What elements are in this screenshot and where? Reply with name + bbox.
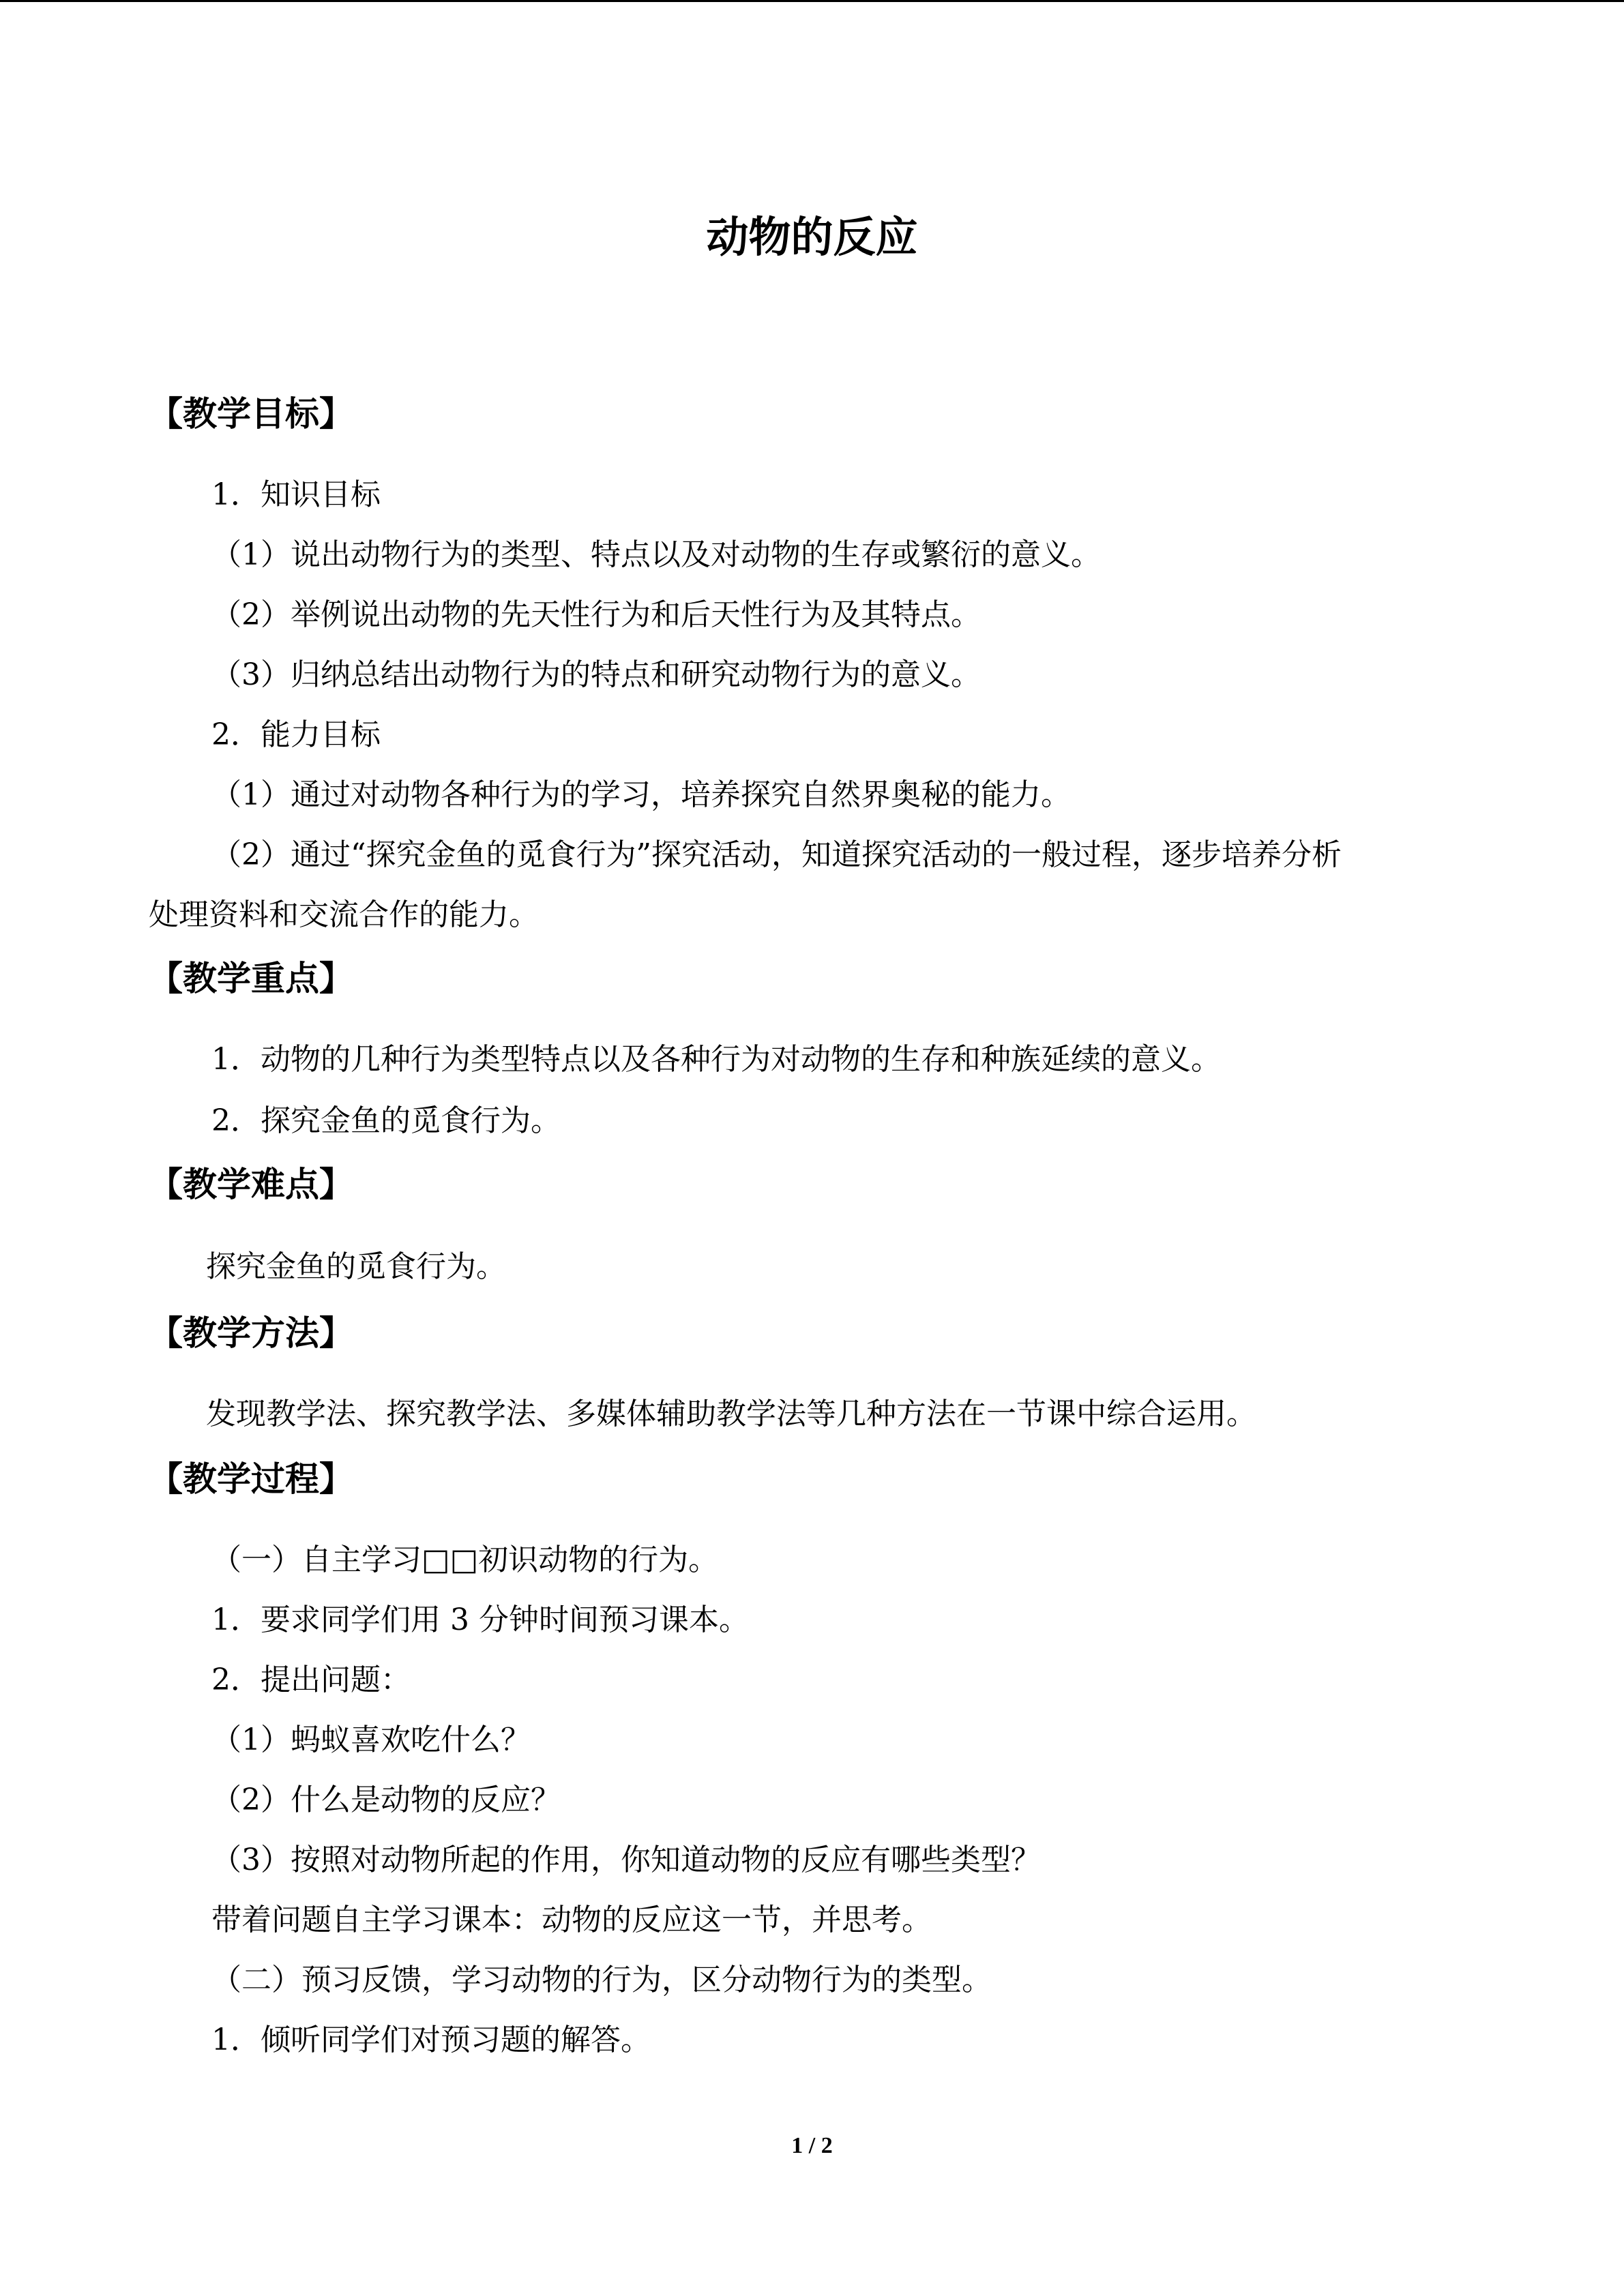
key-point-2: 2．探究金鱼的觅食行为。 xyxy=(211,1103,561,1138)
page-top-border xyxy=(0,0,1624,2)
knowledge-objective-title: 1．知识目标 xyxy=(211,477,381,512)
section-heading-objectives: 【教学目标】 xyxy=(149,394,353,434)
page-number: 1 / 2 xyxy=(791,2133,833,2158)
process-question-1: （1）蚂蚁喜欢吃什么？ xyxy=(211,1723,531,1757)
process-part-2: （二）预习反馈，学习动物的行为，区分动物行为的类型。 xyxy=(211,1963,992,1997)
ability-objective-2-line2: 处理资料和交流合作的能力。 xyxy=(149,897,539,932)
method-item-1: 发现教学法、探究教学法、多媒体辅助教学法等几种方法在一节课中综合运用。 xyxy=(206,1397,1256,1431)
section-heading-methods: 【教学方法】 xyxy=(149,1313,353,1353)
knowledge-objective-1: （1）说出动物行为的类型、特点以及对动物的生存或繁衍的意义。 xyxy=(211,537,1101,572)
section-heading-process: 【教学过程】 xyxy=(149,1459,353,1499)
ability-objective-2-line1: （2）通过“探究金鱼的觅食行为”探究活动，知道探究活动的一般过程，逐步培养分析 xyxy=(211,837,1342,872)
process-step-1: 1．要求同学们用 3 分钟时间预习课本。 xyxy=(211,1602,749,1637)
process-question-3: （3）按照对动物所起的作用，你知道动物的反应有哪些类型？ xyxy=(211,1843,1041,1877)
key-point-1: 1．动物的几种行为类型特点以及各种行为对动物的生存和种族延续的意义。 xyxy=(211,1042,1221,1077)
difficulty-item-1: 探究金鱼的觅食行为。 xyxy=(206,1249,506,1284)
process-question-2: （2）什么是动物的反应？ xyxy=(211,1783,561,1817)
knowledge-objective-2: （2）举例说出动物的先天性行为和后天性行为及其特点。 xyxy=(211,597,981,632)
section-heading-key-points: 【教学重点】 xyxy=(149,959,353,998)
process-step-2: 2．提出问题： xyxy=(211,1663,411,1697)
document-title: 动物的反应 xyxy=(706,212,918,262)
process-part-1: （一）自主学习□□初识动物的行为。 xyxy=(211,1542,719,1577)
section-heading-difficulties: 【教学难点】 xyxy=(149,1165,353,1204)
knowledge-objective-3: （3）归纳总结出动物行为的特点和研究动物行为的意义。 xyxy=(211,657,981,692)
process-self-study: 带着问题自主学习课本：动物的反应这一节，并思考。 xyxy=(211,1903,932,1937)
process-feedback-1: 1．倾听同学们对预习题的解答。 xyxy=(211,2023,651,2057)
ability-objective-title: 2．能力目标 xyxy=(211,717,381,752)
ability-objective-1: （1）通过对动物各种行为的学习，培养探究自然界奥秘的能力。 xyxy=(211,777,1071,812)
